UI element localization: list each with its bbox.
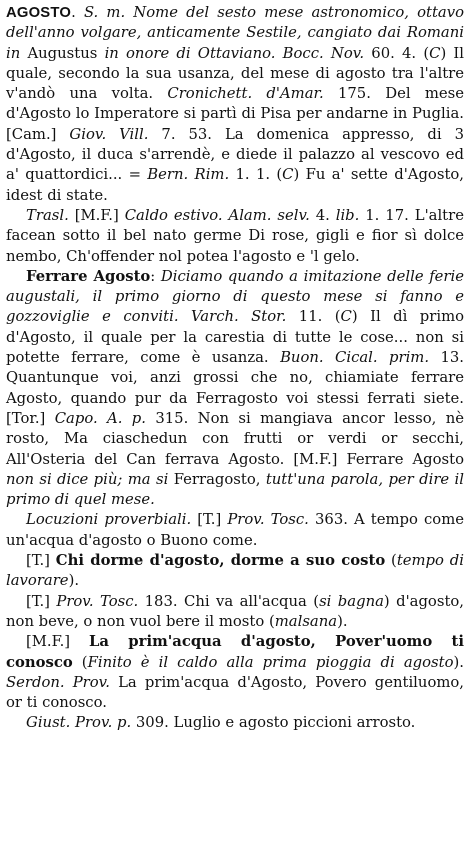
text-run: ) Fu a' sette d'Agosto, idest di state. [6,166,464,204]
text-run: 1. 1. ( [229,166,283,184]
italic-text: lib. [335,206,360,224]
italic-text: Bern. Rim. [147,166,230,184]
text-run: ). [453,653,464,671]
ferrare-agosto-paragraph [6,267,464,511]
italic-text: Prov. Tosc. [227,511,309,529]
italic-text: Serdon. Prov. [6,673,110,691]
italic-text: Giust. Prov. p. [26,714,132,732]
italic-text: Giov. Vill. [69,125,149,143]
proverb-luglio-agosto-paragraph [6,713,464,733]
text-run: Augustus [27,44,105,62]
text-run: [T.] [191,511,228,529]
text-run: [M.F.] [68,206,125,224]
italic-text: tempo di lavorare [6,552,464,590]
text-run: ). [337,612,348,630]
italic-text: Buon. Cical. prim. [280,349,430,367]
proverb-prim-acqua-paragraph [6,632,464,713]
bold-phrase: Ferrare Agosto [26,267,151,285]
italic-text: Prov. Tosc. [56,592,139,610]
text-run: ) Il dì primo d'Agosto, il quale per la carestia di tutte le cose... non si potette ferrare, come è usanza. [6,308,465,367]
italic-text: Finito è il caldo alla prima pioggia di agosto [87,653,454,671]
text-run: ). [68,572,80,590]
italic-text: S. m. Nome del sesto mese astronomico, ottavo dell'anno volgare, anticamente Sestile, cangiato dai Romani in [6,4,464,62]
text-run: [M.F.] [26,633,89,651]
text-run: ( [385,552,397,570]
italic-text: Diciamo quando a imitazione delle ferie augustali, il primo giorno di questo mese si fanno e gozzoviglie e conviti. Varch. Stor. [6,267,464,326]
proverb-acqua-agosto-paragraph [6,592,464,633]
italic-text: non si dice più; ma si [6,470,174,488]
italic-text: Cronichett. d'Amar. [167,85,324,103]
text-run: 4. [309,206,336,224]
text-run: ) Il quale, secondo la sua usanza, del mese di agosto tra l'altre v'andò una volta. [6,44,464,103]
italic-text: in onore di Ottaviano. Bocc. Nov. [104,44,365,62]
proverb-chi-dorme-paragraph [6,551,464,592]
italic-text: si bagna [319,592,384,610]
italic-text: Capo. A. p. [54,409,146,427]
text-run: 315. Non si mangiava ancor lesso, nè rosto, Ma ciaschedun con frutti or verdi or secchi, All'Osteria del Can ferrava Agosto. [M.F.] [6,409,465,468]
text-run: ) d'agosto, non beve, o non vuol bere il mosto ( [6,592,464,630]
text-run: Ferragosto, [173,470,266,488]
italic-text: malsana [274,612,338,630]
text-run: 1. 17. L'altre facean sotto il bel nato germe Di rose, gigli e fior sì dolce nembo, Ch'offender nol potea l'agosto e 'l gelo. [6,206,464,265]
text-run: [T.] [26,552,56,570]
text-run: 363. A tempo come un'acqua d'agosto o Buono come. [6,511,464,549]
bold-phrase: Chi dorme d'agosto, dorme a suo costo [55,552,386,570]
text-run: 175. Del mese d'Agosto lo Imperatore si partì di Pisa per andarne in Puglia. [Cam.] [6,85,464,143]
italic-text: C [429,44,441,62]
italic-text: C [340,308,352,326]
text-run: 60. 4. ( [364,44,430,62]
figurative-paragraph [6,206,464,267]
italic-text: Locuzioni proverbiali. [26,511,192,529]
headword: AGOSTO [6,5,72,21]
italic-text: C [282,166,294,184]
text-run: ( [72,653,88,671]
text-run: [T.] [26,592,57,610]
italic-text: Trasl. [26,206,69,224]
text-run: 13. Quantunque voi, anzi grossi che no, chiamiate ferrare Agosto, quando pur da Ferragosto voi stessi ferrati siete. [Tor.] [6,349,464,427]
text-run: Ferrare Agosto [346,450,464,468]
text-run: 7. 53. La domenica appresso, di 3 d'Agosto, il duca s'arrendè, e diede il palazzo al vescovo ed a' quattordici... = [6,125,464,184]
text-run: 183. Chi va all'acqua ( [138,592,320,610]
definition-paragraph [6,3,464,206]
text-run: : [150,267,161,285]
bold-phrase: La prim'acqua d'agosto, Pover'uomo ti conosco [6,633,464,671]
text-run: 11. ( [286,308,341,326]
text-run: . [71,4,84,21]
text-run: La prim'acqua d'Agosto, Povero gentiluomo, or ti conosco. [6,673,464,712]
proverbial-locutions-paragraph [6,510,464,551]
italic-text: Caldo estivo. Alam. selv. [124,206,310,224]
italic-text: tutt'una parola, per dire il primo di quel mese. [6,470,464,509]
text-run: 309. Luglio e agosto piccioni arrosto. [131,714,416,732]
